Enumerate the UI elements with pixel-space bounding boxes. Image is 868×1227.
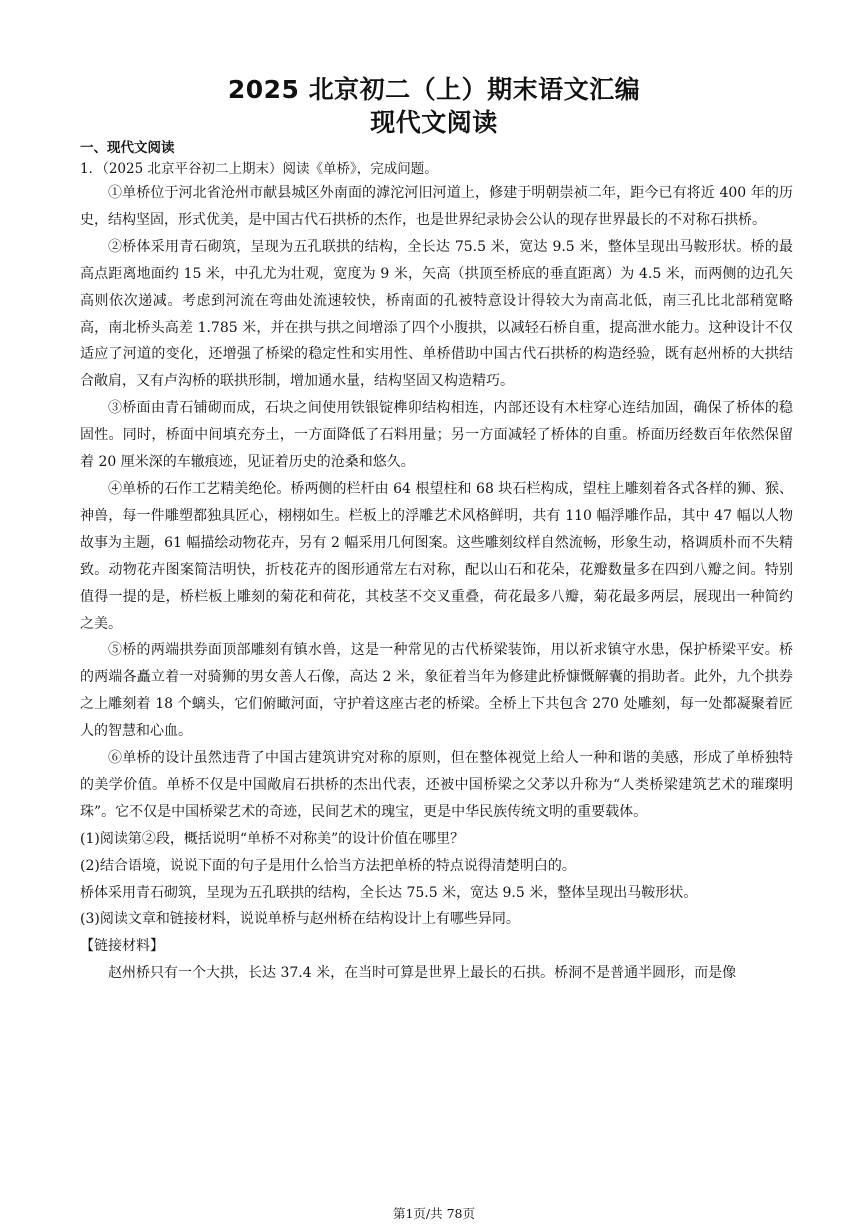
quoted-sentence: 桥体采用青石砌筑，呈现为五孔联拱的结构，全长达 75.5 米，宽达 9.5 米，整体呈现出马鞍形状。 <box>80 884 698 901</box>
section-heading: 一、现代文阅读 <box>80 140 175 156</box>
paragraph-2: ②桥体采用青石砌筑，呈现为五孔联拱的结构，全长达 75.5 米，宽达 9.5 米，整体呈现出马鞍形状。桥的最高点距离地面约 15 米，中孔尤为壮观，宽度为 9 米，矢高（拱顶至桥底的垂直距离）为 4.5 米，而两侧的边孔矢高则依次递减。考虑到河流在弯曲处流速较快，桥南面的孔被特意设计得较大为南高北低，南三孔比北部稍宽略高，南北桥头高差 1.785 米，并在拱与拱之间增添了四个小腹拱，以减轻石桥自重，提高泄水能力。这种设计不仅适应了河道的变化，还增强了桥梁的稳定性和实用性、单桥借助中国古代石拱桥的构造经验，既有赵州桥的大拱结合敞肩，又有卢沟桥的联拱形制，增加通水量，结构坚固又构造精巧。 <box>80 238 793 390</box>
paragraph-1: ①单桥位于河北省沧州市献县城区外南面的滹沱河旧河道上，修建于明朝崇祯二年，距今已有将近 400 年的历史，结构坚固，形式优美，是中国古代石拱桥的杰作，也是世界纪录协会公认的现存世界最长的不对称石拱桥。 <box>80 185 793 228</box>
paragraph-3: ③桥面由青石铺砌而成，石块之间使用铁银锭榫卯结构相连，内部还设有木柱穿心连结加固，确保了桥体的稳固性。同时，桥面中间填充夯土，一方面降低了石料用量；另一方面减轻了桥体的自重。桥面历经数百年依然保留着 20 厘米深的车辙痕迹，见证着历史的沧桑和悠久。 <box>80 400 793 471</box>
document-title: 2025 北京初二（上）期末语文汇编 <box>227 75 641 104</box>
article-body <box>80 180 793 987</box>
question-2: (2)结合语境，说说下面的句子是用什么恰当方法把单桥的特点说得清楚明白的。 <box>80 857 576 874</box>
question-3: (3)阅读文章和链接材料，说说单桥与赵州桥在结构设计上有哪些异同。 <box>80 911 520 928</box>
question-1: (1)阅读第②段，概括说明“单桥不对称美”的设计价值在哪里？ <box>80 830 465 847</box>
paragraph-5: ⑤桥的两端拱券面顶部雕刻有镇水兽，这是一种常见的古代桥梁装饰，用以祈求镇守水患，保护桥梁平安。桥的两端各矗立着一对骑狮的男女善人石像，高达 2 米，象征着当年为修建此桥慷慨解囊的捐助者。此外，九个拱券之上雕刻着 18 个螭头，它们俯瞰河面，守护着这座古老的桥梁。全桥上下共包含 270 处雕刻，每一处都凝聚着匠人的智慧和心血。 <box>80 642 793 740</box>
paragraph-4: ④单桥的石作工艺精美绝伦。桥两侧的栏杆由 64 根望柱和 68 块石栏构成，望柱上雕刻着各式各样的狮、猴、神兽，每一件雕塑都独具匠心，栩栩如生。栏板上的浮雕艺术风格鲜明，共有 110 幅浮雕作品，其中 47 幅以人物故事为主题，61 幅描绘动物花卉，另有 2 幅采用几何图案。这些雕刻纹样自然流畅，形象生动，格调质朴而不失精致。动物花卉图案简洁明快，折枝花卉的图形通常左右对称，配以山石和花朵，花瓣数量多在四到八瓣之间。特别值得一提的是，桥栏板上雕刻的菊花和荷花，其枝茎不交叉重叠，荷花最多八瓣，菊花最多两层，展现出一种简约之美。 <box>80 480 793 632</box>
paragraph-6: ⑥单桥的设计虽然违背了中国古建筑讲究对称的原则，但在整体视觉上给人一种和谐的美感，形成了单桥独特的美学价值。单桥不仅是中国敞肩石拱桥的杰出代表，还被中国桥梁之父茅以升称为“人类桥梁建筑艺术的璀璨明珠”。它不仅是中国桥梁艺术的奇迹，民间艺术的瑰宝，更是中华民族传统文明的重要载体。 <box>80 750 793 820</box>
page-footer: 第1页/共 78页 <box>392 1206 476 1221</box>
link-material-text: 赵州桥只有一个大拱，长达 37.4 米，在当时可算是世界上最长的石拱。桥洞不是普通半圆形，而是像 <box>108 965 737 982</box>
link-material-heading: 【链接材料】 <box>80 938 164 955</box>
document-subtitle: 现代文阅读 <box>370 108 498 137</box>
question-intro: 1．（2025 北京平谷初二上期末）阅读《单桥》，完成问题。 <box>80 161 438 177</box>
